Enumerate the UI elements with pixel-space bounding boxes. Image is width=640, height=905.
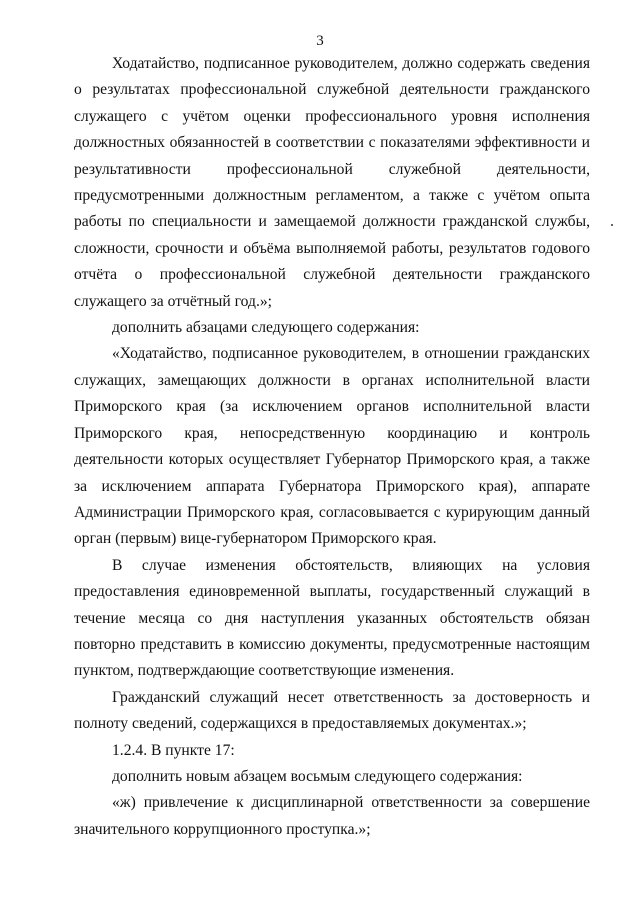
paragraph-item-1-2-4: 1.2.4. В пункте 17: xyxy=(112,741,235,759)
page-number: 3 xyxy=(316,33,324,49)
paragraph-petition-approval: «Ходатайство, подписанное руководителем, в отношении гражданских служащих, замещающих должности в органах исполнительной власти Приморского края (за исключением органов исполнительной власти Приморского края, непосредственную координацию и контроль деятельности которых осуществляет Губернатор Приморского края, а также за исключением аппарата Губернатора Приморского края), аппарате Администрации Приморского края, согласовывается с курирующим данный орган (первым) вице-губернатором Приморского края. xyxy=(74,345,590,548)
document-body xyxy=(74,51,590,843)
scan-speck xyxy=(611,224,613,226)
paragraph-change-of-circumstances: В случае изменения обстоятельств, влияющих на условия предоставления единовременной выплаты, государственный служащий в течение месяца со дня наступления указанных обстоятельств обязан повторно представить в комиссию документы, предусмотренные настоящим пунктом, подтверждающие соответствующие изменения. xyxy=(74,556,590,680)
paragraph-item-zh: «ж) привлечение к дисциплинарной ответственности за совершение значительного коррупционного проступка.»; xyxy=(74,794,590,838)
paragraph-responsibility: Гражданский служащий несет ответственность за достоверность и полноту сведений, содержащихся в предоставляемых документах.»; xyxy=(74,688,590,733)
paragraph-add-paragraphs-intro: дополнить абзацами следующего содержания: xyxy=(112,319,420,337)
paragraph-add-eighth-paragraph: дополнить новым абзацем восьмым следующего содержания: xyxy=(112,767,523,785)
paragraph-petition-content: Ходатайство, подписанное руководителем, должно содержать сведения о результатах профессиональной служебной деятельности гражданского служащего с учётом оценки профессионального уровня исполнения должностных обязанностей в соответствии с показателями эффективности и результативности профессиональной служебной деятельности, предусмотренными должностным регламентом, а также с учётом опыта работы по специальности и замещаемой должности гражданской службы, сложности, срочности и объёма выполняемой работы, результатов годового отчёта о профессиональной служебной деятельности гражданского служащего за отчётный год.»; xyxy=(74,55,590,310)
